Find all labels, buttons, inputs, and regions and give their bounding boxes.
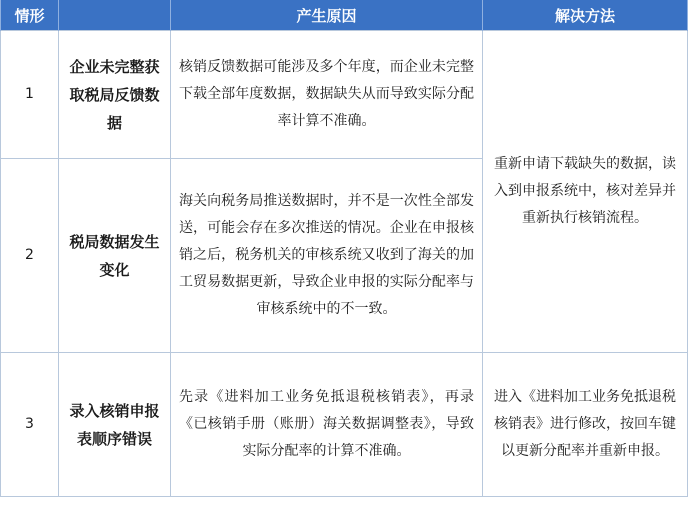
row-index: 3: [1, 353, 59, 497]
row-solution: 进入《进料加工业务免抵退税核销表》进行修改，按回车键以更新分配率并重新申报。: [483, 353, 688, 497]
header-situation: 情形: [1, 0, 59, 31]
row-title: 录入核销申报表顺序错误: [59, 353, 171, 497]
row-cause: 海关向税务局推送数据时，并不是一次性全部发送，可能会存在多次推送的情况。企业在申报核销之后，税务机关的审核系统又收到了海关的加工贸易数据更新，导致企业申报的实际分配率与审核系统中的不一致。: [171, 159, 483, 353]
header-cause: 产生原因: [171, 0, 483, 31]
row-index: 2: [1, 159, 59, 353]
header-row: [1, 0, 688, 31]
shared-solution: 重新申请下载缺失的数据，读入到申报系统中，核对差异并重新执行核销流程。: [483, 31, 688, 353]
header-solution: 解决方法: [483, 0, 688, 31]
table-row: [1, 31, 688, 159]
row-title: 企业未完整获取税局反馈数据: [59, 31, 171, 159]
row-cause: 核销反馈数据可能涉及多个年度，而企业未完整下载全部年度数据，数据缺失从而导致实际分配率计算不准确。: [171, 31, 483, 159]
row-cause: 先录《进料加工业务免抵退税核销表》，再录《已核销手册（账册）海关数据调整表》，导致实际分配率的计算不准确。: [171, 353, 483, 497]
header-blank: [59, 0, 171, 31]
row-index: 1: [1, 31, 59, 159]
table-row: [1, 353, 688, 497]
row-title: 税局数据发生变化: [59, 159, 171, 353]
